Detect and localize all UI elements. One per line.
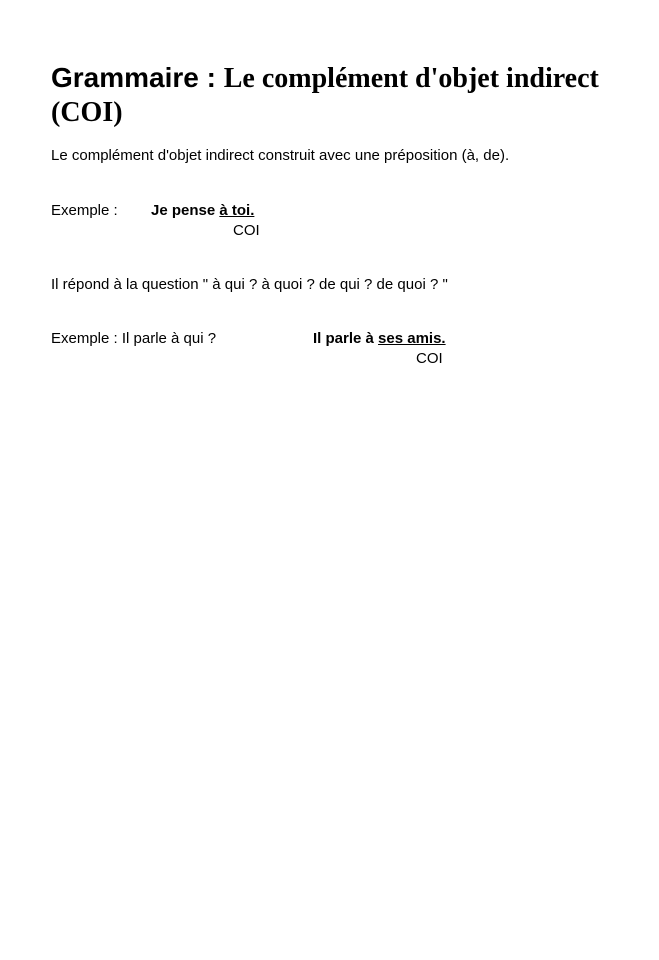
example1-coi-annotation: COI bbox=[233, 222, 260, 239]
title-main: Le complément d'objet indirect (COI) bbox=[51, 63, 599, 128]
example2-sentence-plain: Il parle à bbox=[313, 330, 379, 347]
example1-label: Exemple : bbox=[51, 202, 118, 219]
example1-sentence-underlined: à toi. bbox=[219, 202, 255, 219]
example2-sentence-underlined: ses amis. bbox=[378, 330, 446, 347]
example1-sentence bbox=[151, 202, 254, 220]
question-rule-text: Il répond à la question " à qui ? à quoi ? de qui ? de quoi ? " bbox=[51, 276, 448, 293]
example2-coi-annotation: COI bbox=[416, 350, 443, 367]
example1-sentence-plain: Je pense bbox=[151, 202, 220, 219]
page-title bbox=[51, 61, 611, 129]
definition-text: Le complément d'objet indirect construit avec une préposition (à, de). bbox=[51, 147, 510, 164]
example2-label: Exemple : Il parle à qui ? bbox=[51, 330, 217, 347]
title-prefix: Grammaire : bbox=[51, 62, 224, 93]
example2-sentence bbox=[313, 330, 446, 348]
